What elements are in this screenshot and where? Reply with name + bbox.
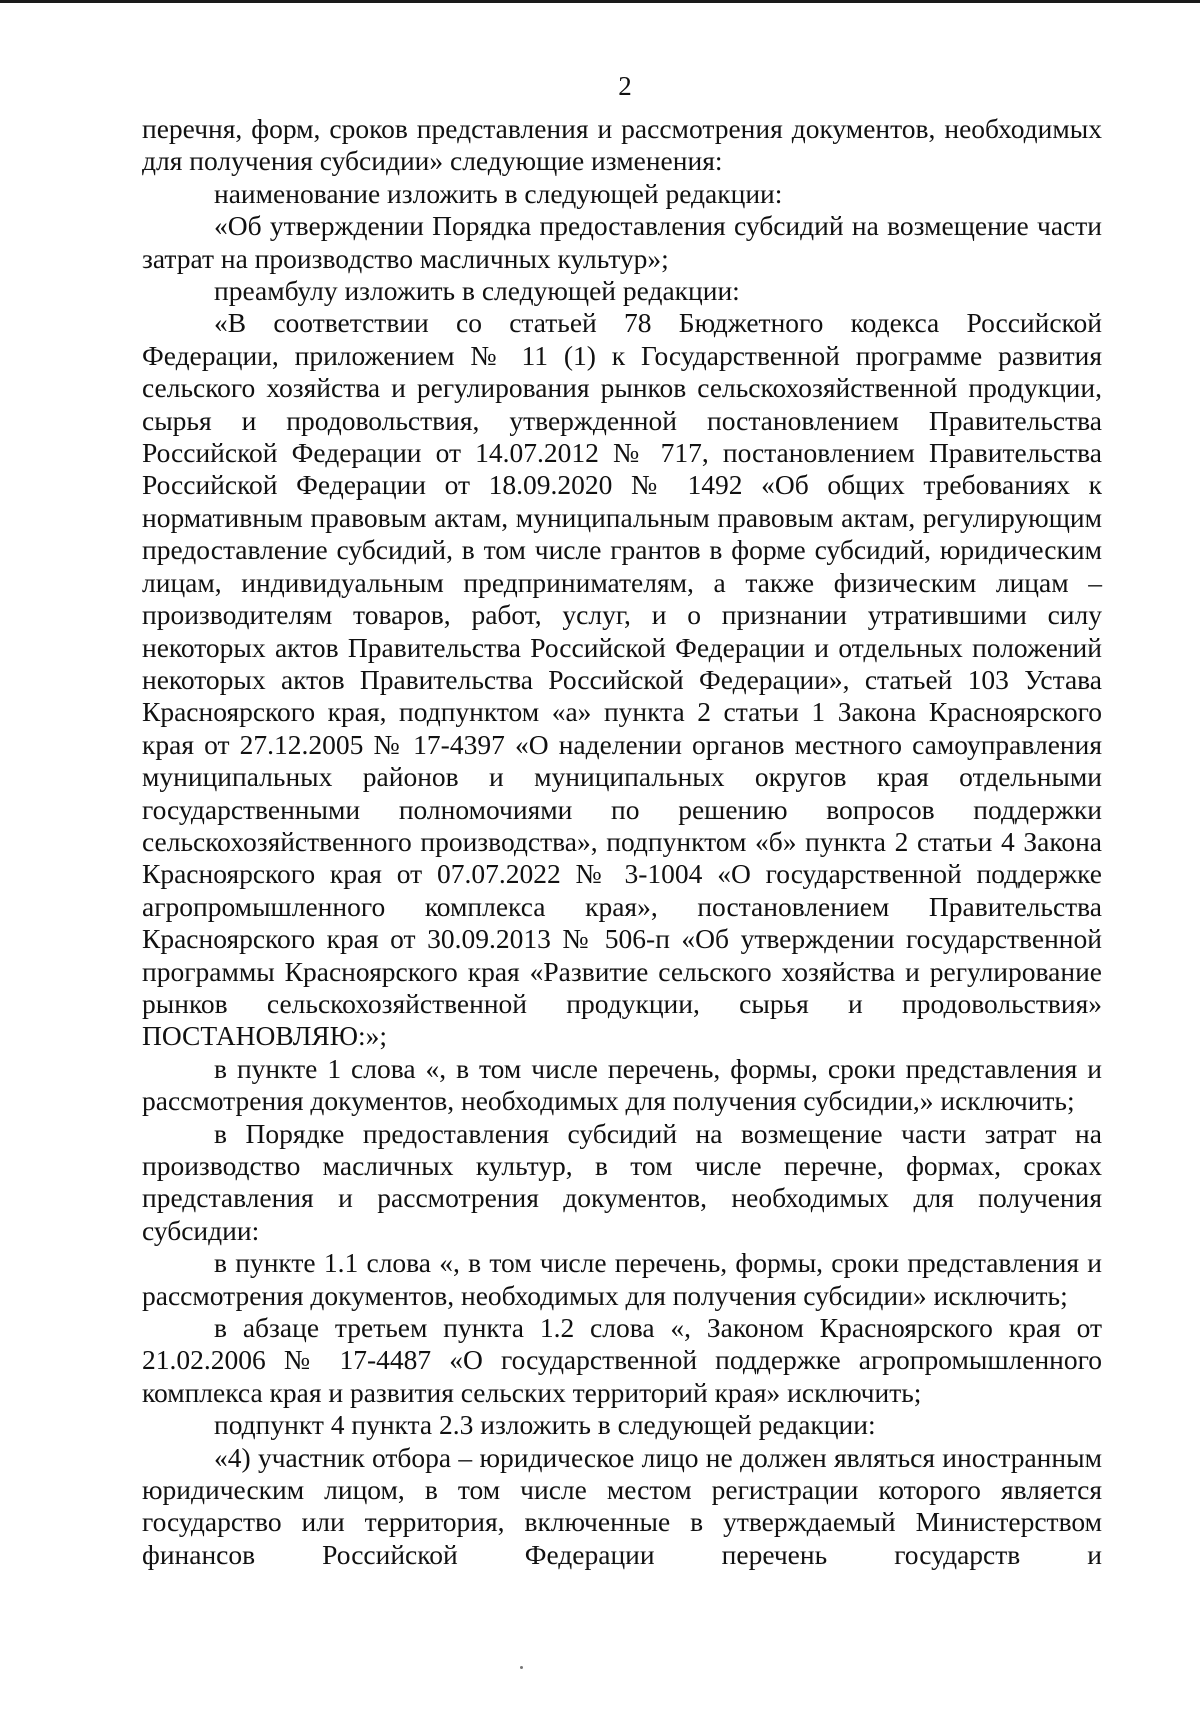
paragraph: преамбулу изложить в следующей редакции: <box>214 275 740 307</box>
paragraph: перечня, форм, сроков представления и рассмотрения документов, необходимых для получения субсидии» следующие изменения: <box>142 113 1102 177</box>
paragraph: «Об утверждении Порядка предоставления субсидий на возмещение части затрат на производство масличных культур»; <box>142 210 1102 274</box>
paragraph: наименование изложить в следующей редакции: <box>214 177 783 209</box>
page-number: 2 <box>618 71 632 101</box>
paragraph: «4) участник отбора – юридическое лицо не должен являться иностранным юридическим лицом, в том числе местом регистрации которого является государство или территория, включенные в утверждаемый Министерством финансов Российской Федерации перечень государств и <box>142 1441 1102 1570</box>
paragraph: в пункте 1 слова «, в том числе перечень, формы, сроки представления и рассмотрения документов, необходимых для получения субсидии,» исключить; <box>142 1052 1102 1117</box>
paragraph: в пункте 1.1 слова «, в том числе перечень, формы, сроки представления и рассмотрения документов, необходимых для получения субсидии» исключить; <box>142 1247 1102 1311</box>
document-body <box>142 113 1102 1571</box>
paragraph: подпункт 4 пункта 2.3 изложить в следующей редакции: <box>214 1409 876 1441</box>
scan-top-edge <box>0 0 1200 3</box>
paragraph: «В соответствии со статьей 78 Бюджетного кодекса Российской Федерации, приложением № 11 (1) к Государственной программе развития сельского хозяйства и регулирования рынков сельскохозяйственной продукции, сырья и продовольствия, утвержденной постановлением Правительства Российской Федерации от 14.07.2012 № 717, постановлением Правительства Российской Федерации от 18.09.2020 № 1492 «Об общих требованиях к нормативным правовым актам, муниципальным правовым актам, регулирующим предоставление субсидий, в том числе грантов в форме субсидий, юридическим лицам, индивидуальным предпринимателям, а также физическим лицам – производителям товаров, работ, услуг, и о признании утратившими силу некоторых актов Правительства Российской Федерации и отдельных положений некоторых актов Правительства Российской Федерации», статьей 103 Устава Красноярского края, подпунктом «а» пункта 2 статьи 1 Закона Красноярского края от 27.12.2005 № 17-4397 «О наделении органов местного самоуправления муниципальных районов и муниципальных округов края отдельными государственными полномочиями по решению вопросов поддержки сельскохозяйственного производства», подпунктом «б» пункта 2 статьи 4 Закона Красноярского края от 07.07.2022 № 3-1004 «О государственной поддержке агропромышленного комплекса края», постановлением Правительства Красноярского края от 30.09.2013 № 506-п «Об утверждении государственной программы Красноярского края «Развитие сельского хозяйства и регулирование рынков сельскохозяйственной продукции, сырья и продовольствия» ПОСТАНОВЛЯЮ:»; <box>142 307 1102 1052</box>
paragraph: в Порядке предоставления субсидий на возмещение части затрат на производство масличных культур, в том числе перечне, формах, сроках представления и рассмотрения документов, необходимых для получения субсидии: <box>142 1117 1102 1246</box>
paragraph: в абзаце третьем пункта 1.2 слова «, Законом Красноярского края от 21.02.2006 № 17-4487 «О государственной поддержке агропромышленного комплекса края и развития сельских территорий края» исключить; <box>142 1312 1102 1408</box>
scan-speck <box>520 1666 523 1669</box>
